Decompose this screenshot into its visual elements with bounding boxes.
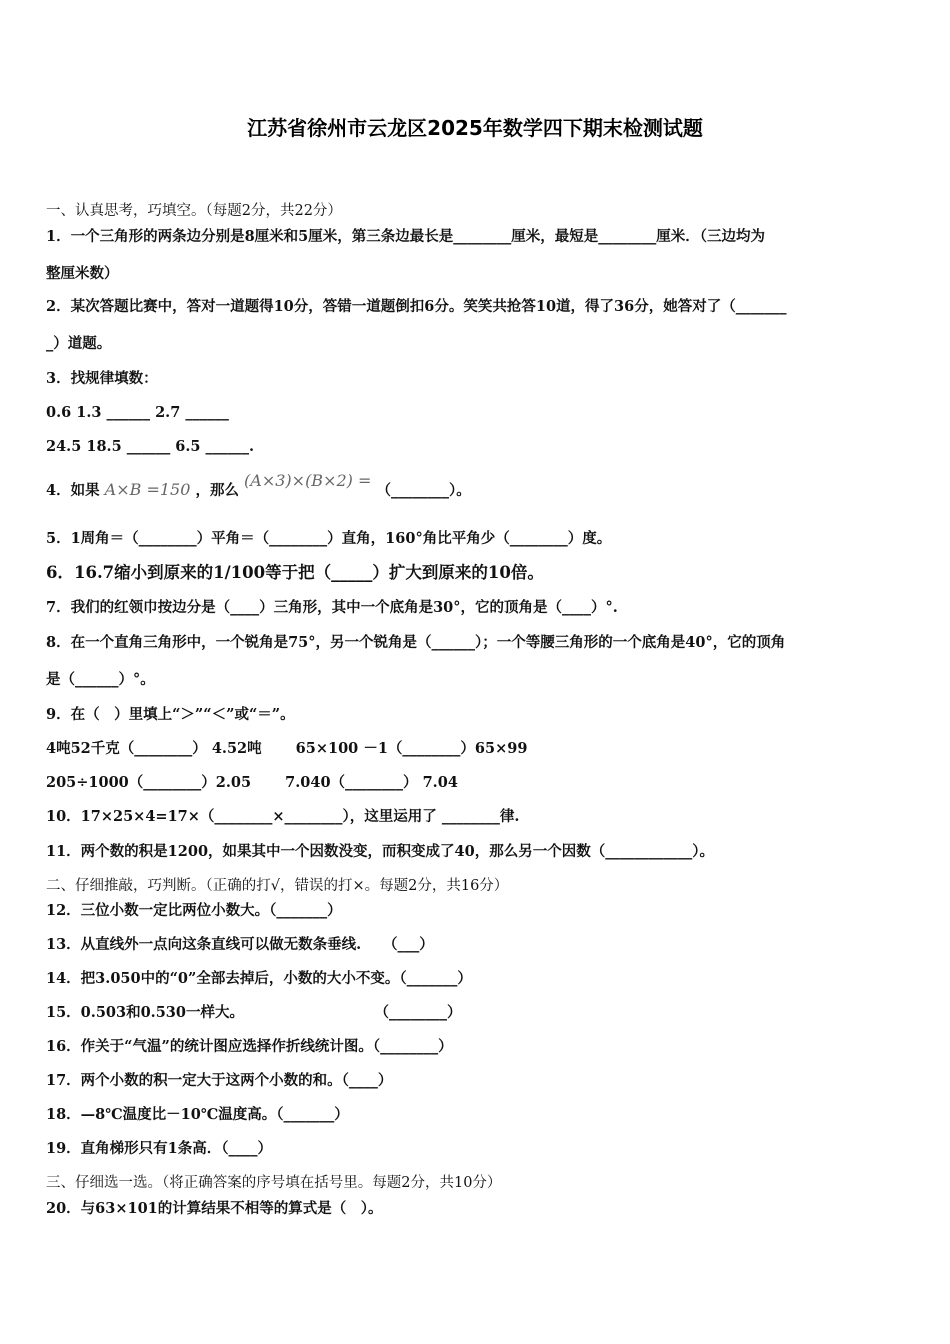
question-13: 13．从直线外一点向这条直线可以做无数条垂线. （___） [46,936,434,953]
question-18: 18．—8℃温度比－10℃温度高。（_______） [46,1106,349,1123]
section-2-heading: 二、仔细推敲，巧判断。（正确的打√，错误的打×。每题2分，共16分） [46,878,509,894]
question-17: 17．两个小数的积一定大于这两个小数的和。（____） [46,1072,393,1089]
question-5: 5．1周角＝（________）平角＝（________）直角，160°角比平角少（________）度。 [46,530,612,547]
question-8-line-2: 是（______）°。 [46,671,155,688]
question-1-line-1: 1．一个三角形的两条边分别是8厘米和5厘米，第三条边最长是________厘米，最短是________厘米．（三边均为 [46,228,766,245]
question-11: 11．两个数的积是1200，如果其中一个因数没变，而积变成了40，那么另一个因数（____________）。 [46,843,714,860]
question-7: 7．我们的红领巾按边分是（____）三角形，其中一个底角是30°，它的顶角是（____）°. [46,599,618,616]
section-1-heading: 一、认真思考，巧填空。（每题2分，共22分） [46,203,342,219]
question-3-sequence-1: 0.6 1.3 ______ 2.7 ______ [46,404,229,421]
question-2-line-2: _）道题。 [46,335,112,352]
question-4 [46,471,906,501]
question-4-prefix: 4．如果 [46,482,100,499]
page-title: 江苏省徐州市云龙区2025年数学四下期末检测试题 [247,116,703,140]
question-9-heading: 9．在（ ）里填上“＞”“＜”或“＝”。 [46,706,295,723]
question-4-formula-1: A×B =150 [104,480,191,499]
question-3-heading: 3．找规律填数： [46,370,158,387]
question-19: 19．直角梯形只有1条高．（____） [46,1140,273,1157]
question-4-formula-2: (A×3)×(B×2) = [244,471,372,490]
question-8-line-1: 8．在一个直角三角形中，一个锐角是75°，另一个锐角是（______）；一个等腰三角形的一个底角是40°，它的顶角 [46,634,786,651]
section-3-heading: 三、仔细选一选。（将正确答案的序号填在括号里。每题2分，共10分） [46,1175,502,1191]
question-20: 20．与63×101的计算结果不相等的算式是（ ）。 [46,1200,383,1217]
question-16: 16．作关于“气温”的统计图应选择作折线统计图。（________） [46,1038,453,1055]
question-6: 6．16.7缩小到原来的1/100等于把（_____）扩大到原来的10倍。 [46,563,544,582]
question-12: 12．三位小数一定比两位小数大。（_______） [46,902,342,919]
question-2-line-1: 2．某次答题比赛中，答对一道题得10分，答错一道题倒扣6分。笑笑共抢答10道，得了36分，她答对了（_______ [46,298,787,315]
question-4-suffix: （________）。 [376,482,471,499]
question-1-line-2: 整厘米数） [46,265,119,282]
question-10: 10．17×25×4=17×（________×________），这里运用了 ________律. [46,808,520,825]
question-9-row-2: 205÷1000（________）2.05 7.040（________） 7.04 [46,774,458,791]
question-14: 14．把3.050中的“0”全部去掉后，小数的大小不变。（_______） [46,970,472,987]
question-15: 15．0.503和0.530一样大。 （________） [46,1004,462,1021]
question-4-mid: ，那么 [195,482,239,499]
question-9-row-1: 4吨52千克（________） 4.52吨 65×100 －1（________）65×99 [46,740,528,757]
question-3-sequence-2: 24.5 18.5 ______ 6.5 ______. [46,438,255,455]
